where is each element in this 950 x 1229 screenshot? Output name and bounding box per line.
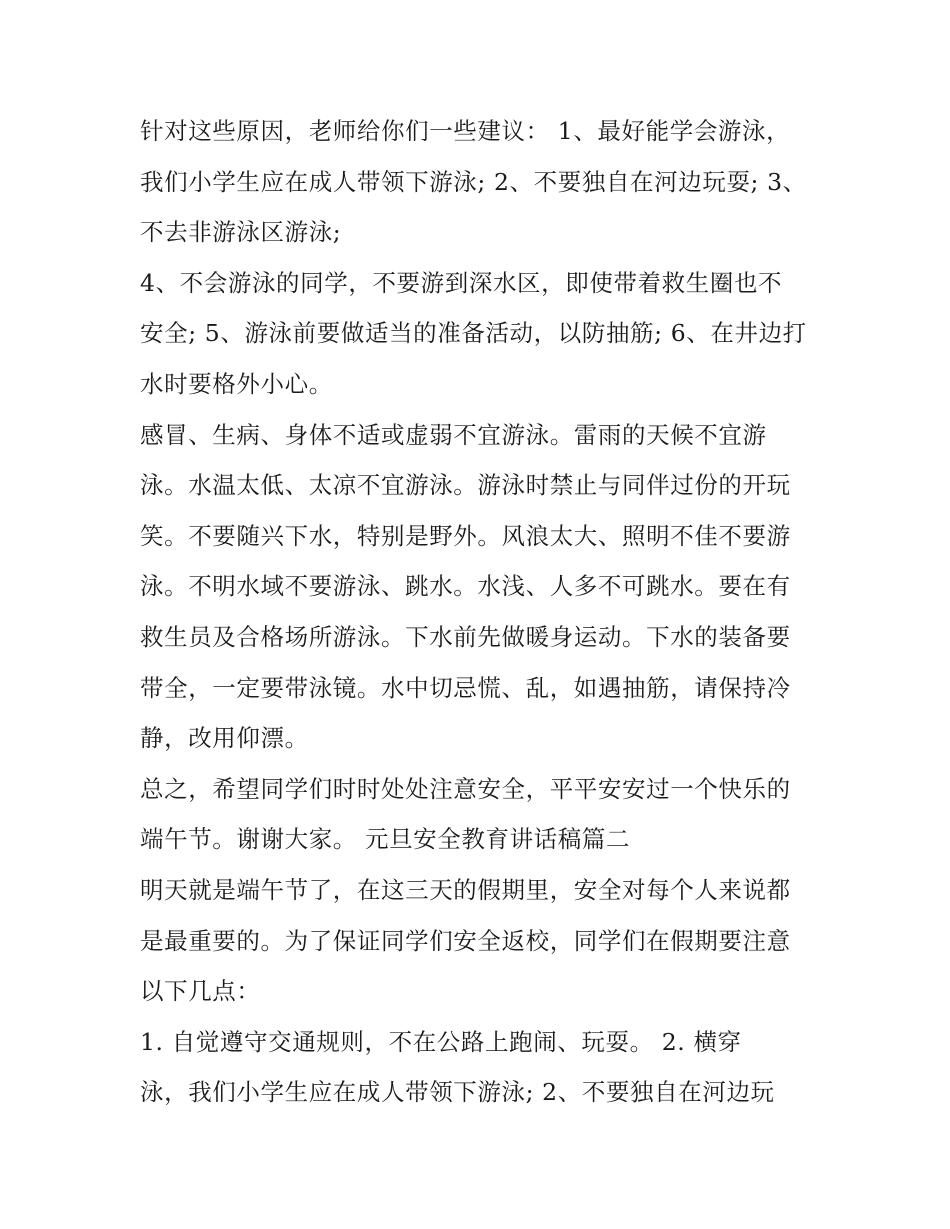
text-line-19: 1. 自觉遵守交通规则，不在公路上跑闹、玩耍。 2. 横穿: [140, 1027, 742, 1056]
text-line-11: 救生员及合格场所游泳。下水前先做暖身运动。下水的装备要: [140, 622, 791, 651]
text-line-4: 4、不会游泳的同学，不要游到深水区，即使带着救生圈也不: [140, 268, 783, 297]
text-line-8: 泳。水温太低、太凉不宜游泳。游泳时禁止与同伴过份的开玩: [140, 471, 791, 500]
text-line-3: 不去非游泳区游泳;: [140, 218, 342, 247]
text-line-9: 笑。不要随兴下水，特别是野外。风浪太大、照明不佳不要游: [140, 521, 791, 550]
text-line-15: 端午节。谢谢大家。 元旦安全教育讲话稿篇二: [140, 825, 631, 854]
text-line-5: 安全; 5、游泳前要做适当的准备活动，以防抽筋; 6、在井边打: [140, 319, 807, 348]
text-line-2: 我们小学生应在成人带领下游泳; 2、不要独自在河边玩耍; 3、: [140, 167, 807, 196]
text-line-10: 泳。不明水域不要游泳、跳水。水浅、人多不可跳水。要在有: [140, 572, 791, 601]
text-line-1: 针对这些原因，老师给你们一些建议： 1、最好能学会游泳，: [140, 117, 791, 145]
text-line-17: 是最重要的。为了保证同学们安全返校，同学们在假期要注意: [140, 926, 791, 955]
text-line-14: 总之，希望同学们时时处处注意安全，平平安安过一个快乐的: [140, 774, 791, 803]
text-line-6: 水时要格外小心。: [140, 369, 333, 398]
text-line-16: 明天就是端午节了，在这三天的假期里，安全对每个人来说都: [140, 875, 791, 904]
text-line-12: 带全，一定要带泳镜。水中切忌慌、乱，如遇抽筋，请保持冷: [140, 673, 791, 702]
document-body: [140, 106, 830, 1118]
text-line-13: 静，改用仰漂。: [140, 724, 309, 753]
text-line-18: 以下几点：: [140, 977, 261, 1006]
text-line-20: 泳，我们小学生应在成人带领下游泳; 2、不要独自在河边玩: [140, 1078, 775, 1107]
text-line-7: 感冒、生病、身体不适或虚弱不宜游泳。雷雨的天候不宜游: [140, 420, 767, 449]
